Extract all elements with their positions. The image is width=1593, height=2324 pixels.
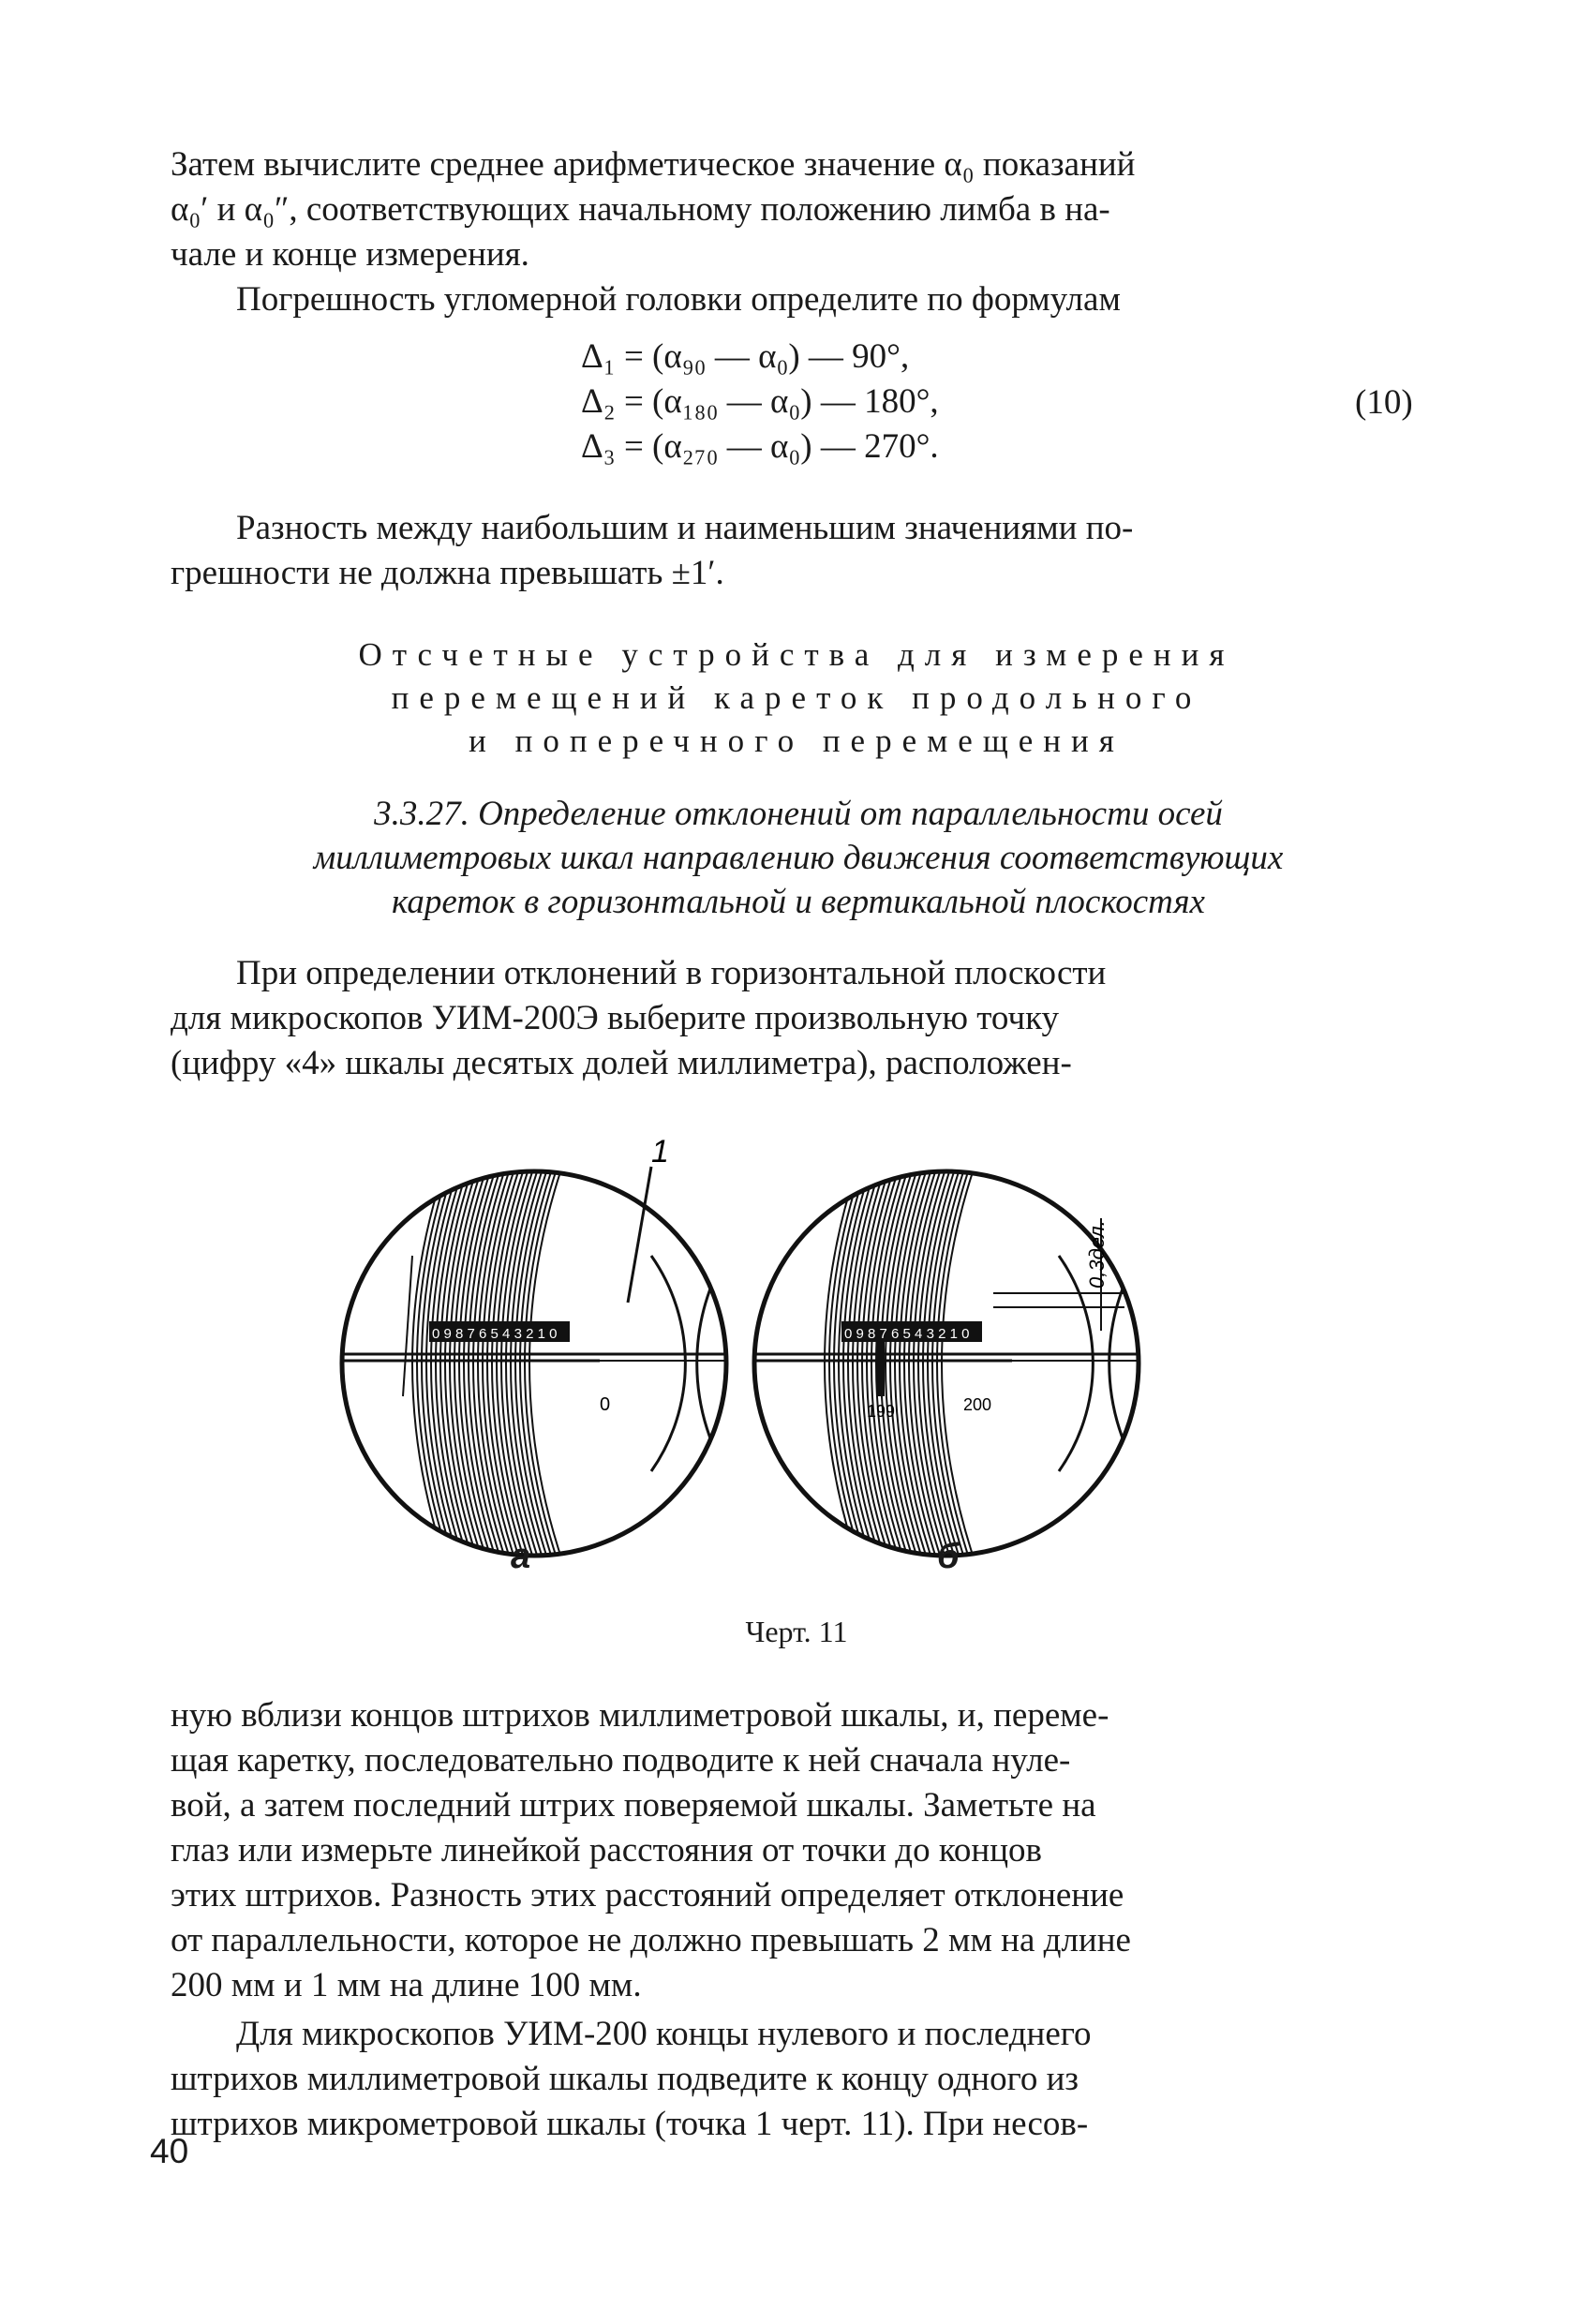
text-line: щая каретку, последовательно подводите к ней сначала нуле- xyxy=(171,1741,1071,1780)
text-line: штрихов миллиметровой шкалы подведите к концу одного из xyxy=(171,2060,1079,2098)
text-line: 200 мм и 1 мм на длине 100 мм. xyxy=(171,1966,642,2004)
formula-line: Δ₃ = (α₂₇₀ — α₀) — 270°. xyxy=(581,427,939,466)
subsection-heading xyxy=(171,792,1426,924)
text-line: При определении отклонений в горизонтальной плоскости xyxy=(236,954,1107,992)
field-view-a xyxy=(337,1134,750,1574)
error-paragraph xyxy=(171,506,1426,596)
text-line: для микроскопов УИМ-200Э выберите произвольную точку xyxy=(171,999,1060,1037)
tick-label-b1: 199 xyxy=(867,1402,896,1421)
top-paragraph xyxy=(171,142,1426,322)
section-title-line: перемещений кареток продольного xyxy=(391,679,1202,716)
section-title xyxy=(169,633,1424,763)
scale-digits-b: 0 9 8 7 6 5 4 3 2 1 0 xyxy=(844,1326,970,1342)
dimension-label: 0,3дел. xyxy=(1085,1220,1109,1289)
scale-digits-a: 0 9 8 7 6 5 4 3 2 1 0 xyxy=(432,1326,558,1342)
field-view-b xyxy=(750,1153,1162,1574)
text-line: Разность между наибольшим и наименьшим значениями по- xyxy=(236,509,1134,547)
formula-line: Δ₂ = (α₁₈₀ — α₀) — 180°, xyxy=(581,382,939,421)
text-line: α₀′ и α₀″, соответствующих начальному положению лимба в на- xyxy=(171,190,1110,229)
text-line: штрихов микрометровой шкалы (точка 1 черт. 11). При несов- xyxy=(171,2105,1089,2143)
text-line: глаз или измерьте линейкой расстояния от точки до концов xyxy=(171,1831,1043,1870)
section-title-line: Отсчетные устройства для измерения xyxy=(358,636,1235,673)
panel-b-label: б xyxy=(937,1537,960,1576)
text-line: Для микроскопов УИМ-200 концы нулевого и последнего xyxy=(236,2015,1092,2053)
text-line: грешности не должна превышать ±1′. xyxy=(171,554,724,592)
microscope-field-figure xyxy=(319,1115,1303,1584)
tick-label-b2: 200 xyxy=(963,1395,992,1414)
subsection-heading-line: миллиметровых шкал направлению движения соответствующих xyxy=(313,839,1284,877)
subsection-heading-line: кареток в горизонтальной и вертикальной плоскостях xyxy=(392,883,1205,921)
text-line: от параллельности, которое не должно превышать 2 мм на длине xyxy=(171,1921,1131,1959)
continuation-paragraph xyxy=(171,1693,1426,2008)
text-line: Затем вычислите среднее арифметическое значение α₀ показаний xyxy=(171,145,1136,184)
text-line: (цифру «4» шкалы десятых долей миллиметра), расположен- xyxy=(171,1044,1072,1082)
text-line: чале и конце измерения. xyxy=(171,235,529,274)
text-line: Погрешность угломерной головки определите по формулам xyxy=(236,280,1121,319)
text-line: ную вблизи концов штрихов миллиметровой шкалы, и, переме- xyxy=(171,1696,1109,1735)
tick-label-a: 0 xyxy=(600,1394,611,1415)
intro-paragraph xyxy=(171,951,1426,1086)
page-number: 40 xyxy=(150,2132,189,2170)
text-line: вой, а затем последний штрих поверяемой шкалы. Заметьте на xyxy=(171,1786,1096,1825)
formula-number: (10) xyxy=(1355,383,1413,422)
section-title-line: и поперечного перемещения xyxy=(469,723,1124,759)
text-line: этих штрихов. Разность этих расстояний определяет отклонение xyxy=(171,1876,1124,1914)
pointer-label: 1 xyxy=(651,1134,669,1169)
formula-block xyxy=(581,335,939,469)
final-paragraph xyxy=(171,2012,1426,2147)
subsection-heading-line: 3.3.27. Определение отклонений от параллельности осей xyxy=(374,795,1223,833)
figure-caption: Черт. 11 xyxy=(745,1615,848,1648)
formula-line: Δ₁ = (α₉₀ — α₀) — 90°, xyxy=(581,337,910,376)
panel-a-label: а xyxy=(511,1537,531,1576)
